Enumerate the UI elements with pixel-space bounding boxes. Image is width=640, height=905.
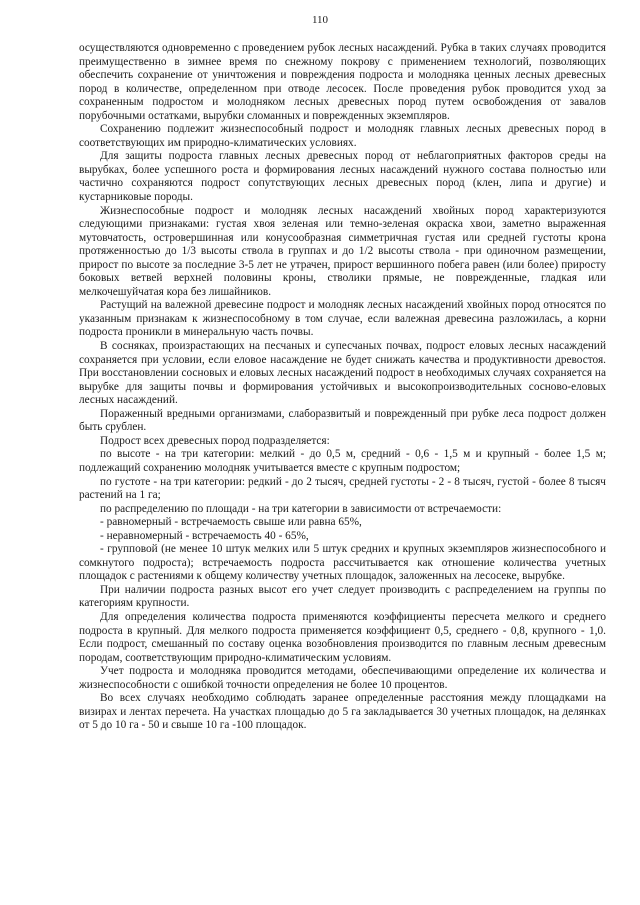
paragraph: Учет подроста и молодняка проводится методами, обеспечивающими определение их количества и жизнеспособности с ошибкой точности определения не более 10 процентов. <box>79 665 606 691</box>
paragraph: осуществляются одновременно с проведением рубок лесных насаждений. Рубка в таких случаях проводится преимущественно в зимнее время по снежному покрову с применением технологий, позволяющих обеспечить сохранение от уничтожения и повреждения подроста и молодняка ценных лесных древесных пород в количестве, определенном при отводе лесосек. После проведения рубок проводится уход за сохраненным подростом и молодняком лесных древесных пород путем освобождения от завалов порубочными остатками, вырубки сломанных и поврежденных экземпляров. <box>79 42 606 122</box>
paragraph: Для защиты подроста главных лесных древесных пород от неблагоприятных факторов среды на вырубках, более успешного роста и формирования лесных насаждений нужного состава полностью или частично сохраняются подрост сопутствующих лесных древесных пород (клен, липа и другие) и кустарниковые породы. <box>79 150 606 204</box>
paragraph: Во всех случаях необходимо соблюдать заранее определенные расстояния между площадками на визирах и лентах перечета. На участках площадью до 5 га закладывается 30 учетных площадок, на делянках от 5 до 10 га - 50 и свыше 10 га -100 площадок. <box>79 692 606 732</box>
list-item: по распределению по площади - на три категории в зависимости от встречаемости: <box>100 502 502 515</box>
list-item: - равномерный - встречаемость свыше или равна 65%, <box>100 516 362 529</box>
paragraph: При наличии подроста разных высот его учет следует производить с распределением на группы по категориям крупности. <box>79 583 606 610</box>
list-item: - групповой (не менее 10 штук мелких или 5 штук средних и крупных экземпляров жизнеспособного и сомкнутого подроста); встречаемость подроста рассчитывается как отношение количества учетных площадок с растениями к общему количеству учетных площадок, заложенных на лесосеке, вырубке. <box>79 543 606 583</box>
paragraph: Жизнеспособные подрост и молодняк лесных насаждений хвойных пород характеризуются следующими признаками: густая хвоя зеленая или темно-зеленая окраска хвои, заметно выраженная мутовчатость, островершинная или конусообразная симметричная густая или средней густоты крона протяженностью до 1/3 высоты ствола в группах и до 1/2 высоты ствола - при одиночном размещении, прирост по высоте за последние 3-5 лет не утрачен, прирост вершинного побега равен (или более) приросту боковых ветвей верхней половины кроны, стволики прямые, не поврежденные, гладкая или мелкочешуйчатая кора без лишайников. <box>79 204 606 298</box>
list-item: по высоте - на три категории: мелкий - до 0,5 м, средний - 0,6 - 1,5 м и крупный - более 1,5 м; подлежащий сохранению молодняк учитывается вместе с крупным подростом; <box>79 448 606 474</box>
paragraph: Пораженный вредными организмами, слаборазвитый и поврежденный при рубке леса подрост должен быть срублен. <box>79 407 606 434</box>
list-item: - неравномерный - встречаемость 40 - 65%, <box>100 529 309 542</box>
paragraph: Сохранению подлежит жизнеспособный подрост и молодняк главных лесных древесных пород в соответствующих им природно-климатических условиях. <box>79 123 606 149</box>
page-number: 110 <box>311 14 329 26</box>
paragraph: Для определения количества подроста применяются коэффициенты пересчета мелкого и среднего подроста в крупный. Для мелкого подроста применяется коэффициент 0,5, среднего - 0,8, крупного - 1,0. Если подрост, смешанный по составу оценка возобновления производится по главным лесным древесным породам, соответствующим природно-климатическим условиям. <box>79 610 606 664</box>
list-item: по густоте - на три категории: редкий - до 2 тысяч, средней густоты - 2 - 8 тысяч, густой - более 8 тысяч растений на 1 га; <box>79 475 606 502</box>
paragraph: Растущий на валежной древесине подрост и молодняк лесных насаждений хвойных пород относятся по указанным признакам к жизнеспособному в том случае, если валежная древесина разложилась, а корни подроста проникли в минеральную часть почвы. <box>79 299 606 339</box>
document-body <box>79 42 606 733</box>
paragraph: Подрост всех древесных пород подразделяется: <box>100 434 330 447</box>
paragraph: В сосняках, произрастающих на песчаных и супесчаных почвах, подрост еловых лесных насаждений сохраняется при условии, если еловое насаждение не будет снижать качества и продуктивности древостоя. При восстановлении сосновых и еловых лесных насаждений подрост в необходимых случаях сохраняется на вырубке для защиты почвы и формирования устойчивых и высокопроизводительных сосново-еловых лесных насаждений. <box>79 340 606 407</box>
